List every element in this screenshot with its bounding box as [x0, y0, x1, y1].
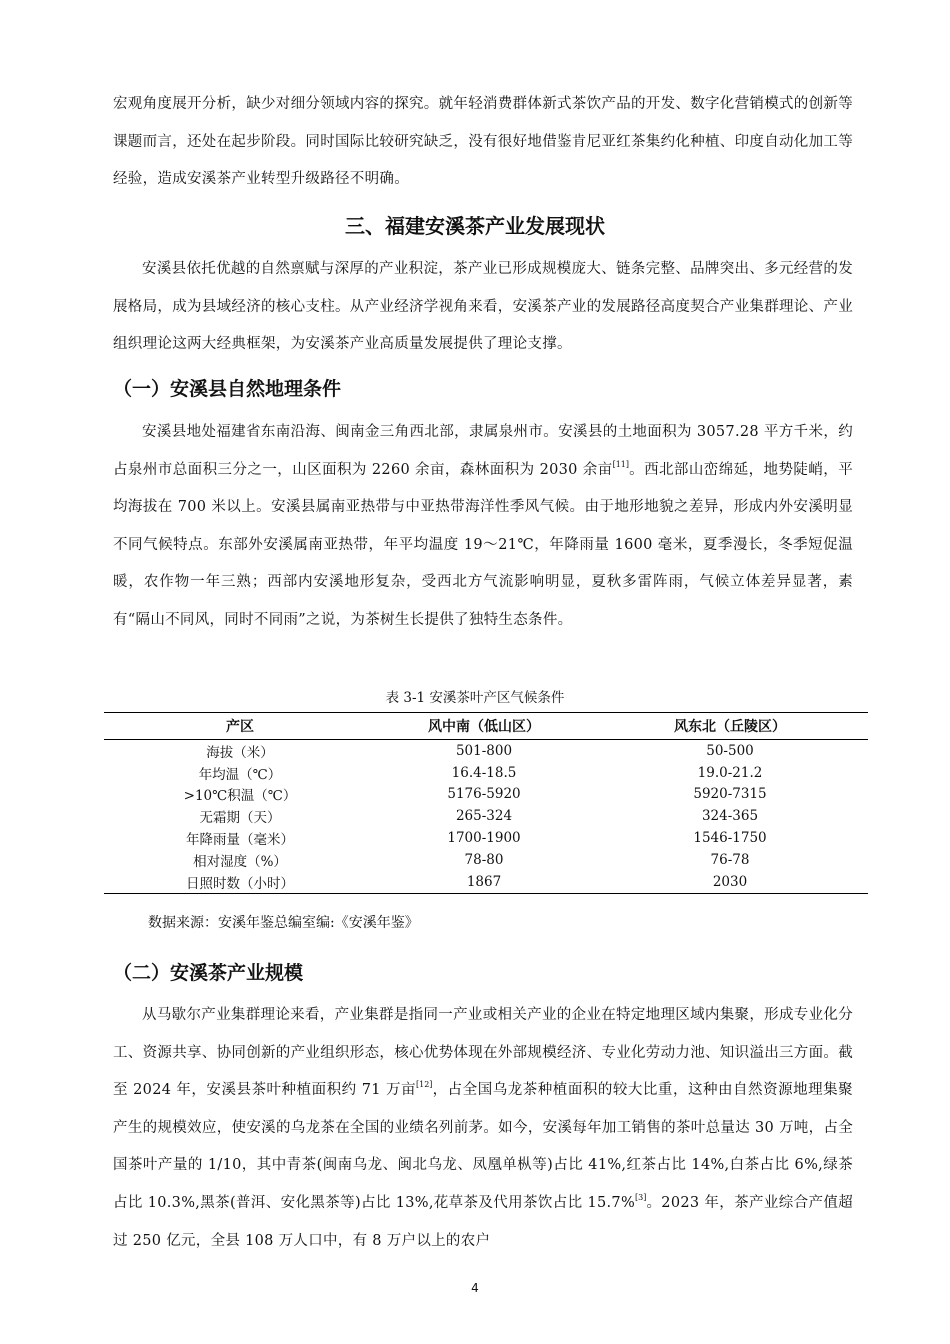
table-source-note: 数据来源：安溪年鉴总编室编:《安溪年鉴》	[148, 915, 419, 931]
column-header: 风中南（低山区）	[376, 713, 592, 740]
table-row	[104, 784, 868, 806]
table-cell: >10℃积温（℃）	[183, 788, 297, 805]
table-cell: 50-500	[706, 742, 754, 759]
table-cell: 相对湿度（%）	[193, 853, 287, 870]
table-row	[104, 762, 868, 784]
table-row	[104, 827, 868, 849]
industry-scale-paragraph	[113, 997, 853, 1260]
table-cell: 年降雨量（毫米）	[186, 832, 294, 849]
subsection-heading-natural-conditions: （一）安溪县自然地理条件	[113, 378, 342, 400]
table-cell: 78-80	[464, 851, 504, 868]
text-segment: 。2023 年，茶产业综合产值超过 250 亿元，全县 108 万人口中，有 8 万户以上的农户	[113, 1194, 853, 1249]
text-segment: 安溪县地处福建省东南沿海、闽南金三角西北部，隶属泉州市。安溪县的土地面积为 3057.28 平方千米，约占泉州市总面积三分之一，山区面积为 2260 余亩，森林面积为 2030 余亩	[113, 424, 853, 478]
table-cell: 1546-1750	[693, 830, 767, 847]
table-row	[104, 805, 868, 827]
text-segment: ，占全国乌龙茶种植面积的较大比重，这种由自然资源地理集聚产生的规模效应，使安溪的乌龙茶在全国的业绩名列前茅。如今，安溪每年加工销售的茶叶总量达 30 万吨，占全国茶叶产量的 1/10，其中青茶(闽南乌龙、闽北乌龙、凤凰单枞等)占比 41%,红茶占比 14%,白茶占比 6%,绿茶占比 10.3%,黑茶(普洱、安化黑茶等)占比 13%,花草茶及代用茶饮占比 15.7%	[113, 1082, 853, 1211]
text-segment: 从马歇尔产业集群理论来看，产业集群是指同一产业或相关产业的企业在特定地理区域内集聚，形成专业化分工、资源共享、协同创新的产业组织形态，核心优势体现在外部规模经济、专业化劳动力池、知识溢出三方面。截至 2024 年，安溪县茶叶种植面积约 71 万亩	[113, 1007, 853, 1099]
citation-ref: [11]	[612, 459, 629, 469]
table-row	[104, 849, 868, 871]
climate-table	[104, 712, 868, 894]
section-heading: 三、福建安溪茶产业发展现状	[345, 214, 605, 238]
table-cell: 324-365	[701, 808, 759, 825]
intro-paragraph: 宏观角度展开分析，缺少对细分领域内容的探究。就年轻消费群体新式茶饮产品的开发、数字化营销模式的创新等课题而言，还处在起步阶段。同时国际比较研究缺乏，没有很好地借鉴肯尼亚红茶集约化种植、印度自动化加工等经验，造成安溪茶产业转型升级路径不明确。	[113, 96, 853, 188]
table-row	[104, 740, 868, 762]
table-cell: 5176-5920	[447, 786, 521, 803]
citation-ref: [12]	[415, 1080, 433, 1090]
natural-conditions-paragraph	[113, 414, 853, 640]
table-cell: 1700-1900	[447, 830, 521, 847]
table-cell: 76-78	[710, 851, 750, 868]
table-cell: 海拔（米）	[206, 744, 274, 761]
table-cell: 19.0-21.2	[697, 764, 763, 781]
table-cell: 无霜期（天）	[199, 810, 281, 827]
table-cell: 501-800	[455, 742, 513, 759]
citation-ref: [3]	[635, 1192, 647, 1202]
column-header: 风东北（丘陵区）	[592, 713, 868, 740]
table-cell: 年均温（℃）	[198, 766, 282, 783]
table-row	[104, 871, 868, 893]
column-header: 产区	[104, 713, 376, 740]
table-cell: 16.4-18.5	[451, 764, 517, 781]
table-cell: 1867	[376, 871, 592, 893]
table-cell: 日照时数（小时）	[104, 871, 376, 893]
table-cell: 265-324	[455, 808, 513, 825]
table-caption: 表 3-1 安溪茶叶产区气候条件	[385, 690, 565, 706]
subsection-heading-industry-scale: （二）安溪茶产业规模	[113, 962, 304, 984]
table-header-row	[104, 713, 868, 740]
table-cell: 5920-7315	[693, 786, 767, 803]
section-paragraph: 安溪县依托优越的自然禀赋与深厚的产业积淀，茶产业已形成规模庞大、链条完整、品牌突出、多元经营的发展格局，成为县域经济的核心支柱。从产业经济学视角来看，安溪茶产业的发展路径高度契合产业集群理论、产业组织理论这两大经典框架，为安溪茶产业高质量发展提供了理论支撑。	[113, 261, 853, 353]
text-segment: 。西北部山峦绵延，地势陡峭，平均海拔在 700 米以上。安溪县属南亚热带与中亚热带海洋性季风气候。由于地形地貌之差异，形成内外安溪明显不同气候特点。东部外安溪属南亚热带，年平均温度 19～21℃，年降雨量 1600 毫米，夏季漫长，冬季短促温暖，农作物一年三熟；西部内安溪地形复杂，受西北方气流影响明显，夏秋多雷阵雨，气候立体差异显著，素有“隔山不同风，同时不同雨”之说，为茶树生长提供了独特生态条件。	[113, 461, 854, 628]
table-cell: 2030	[592, 871, 868, 893]
page-number: 4	[471, 1281, 479, 1295]
